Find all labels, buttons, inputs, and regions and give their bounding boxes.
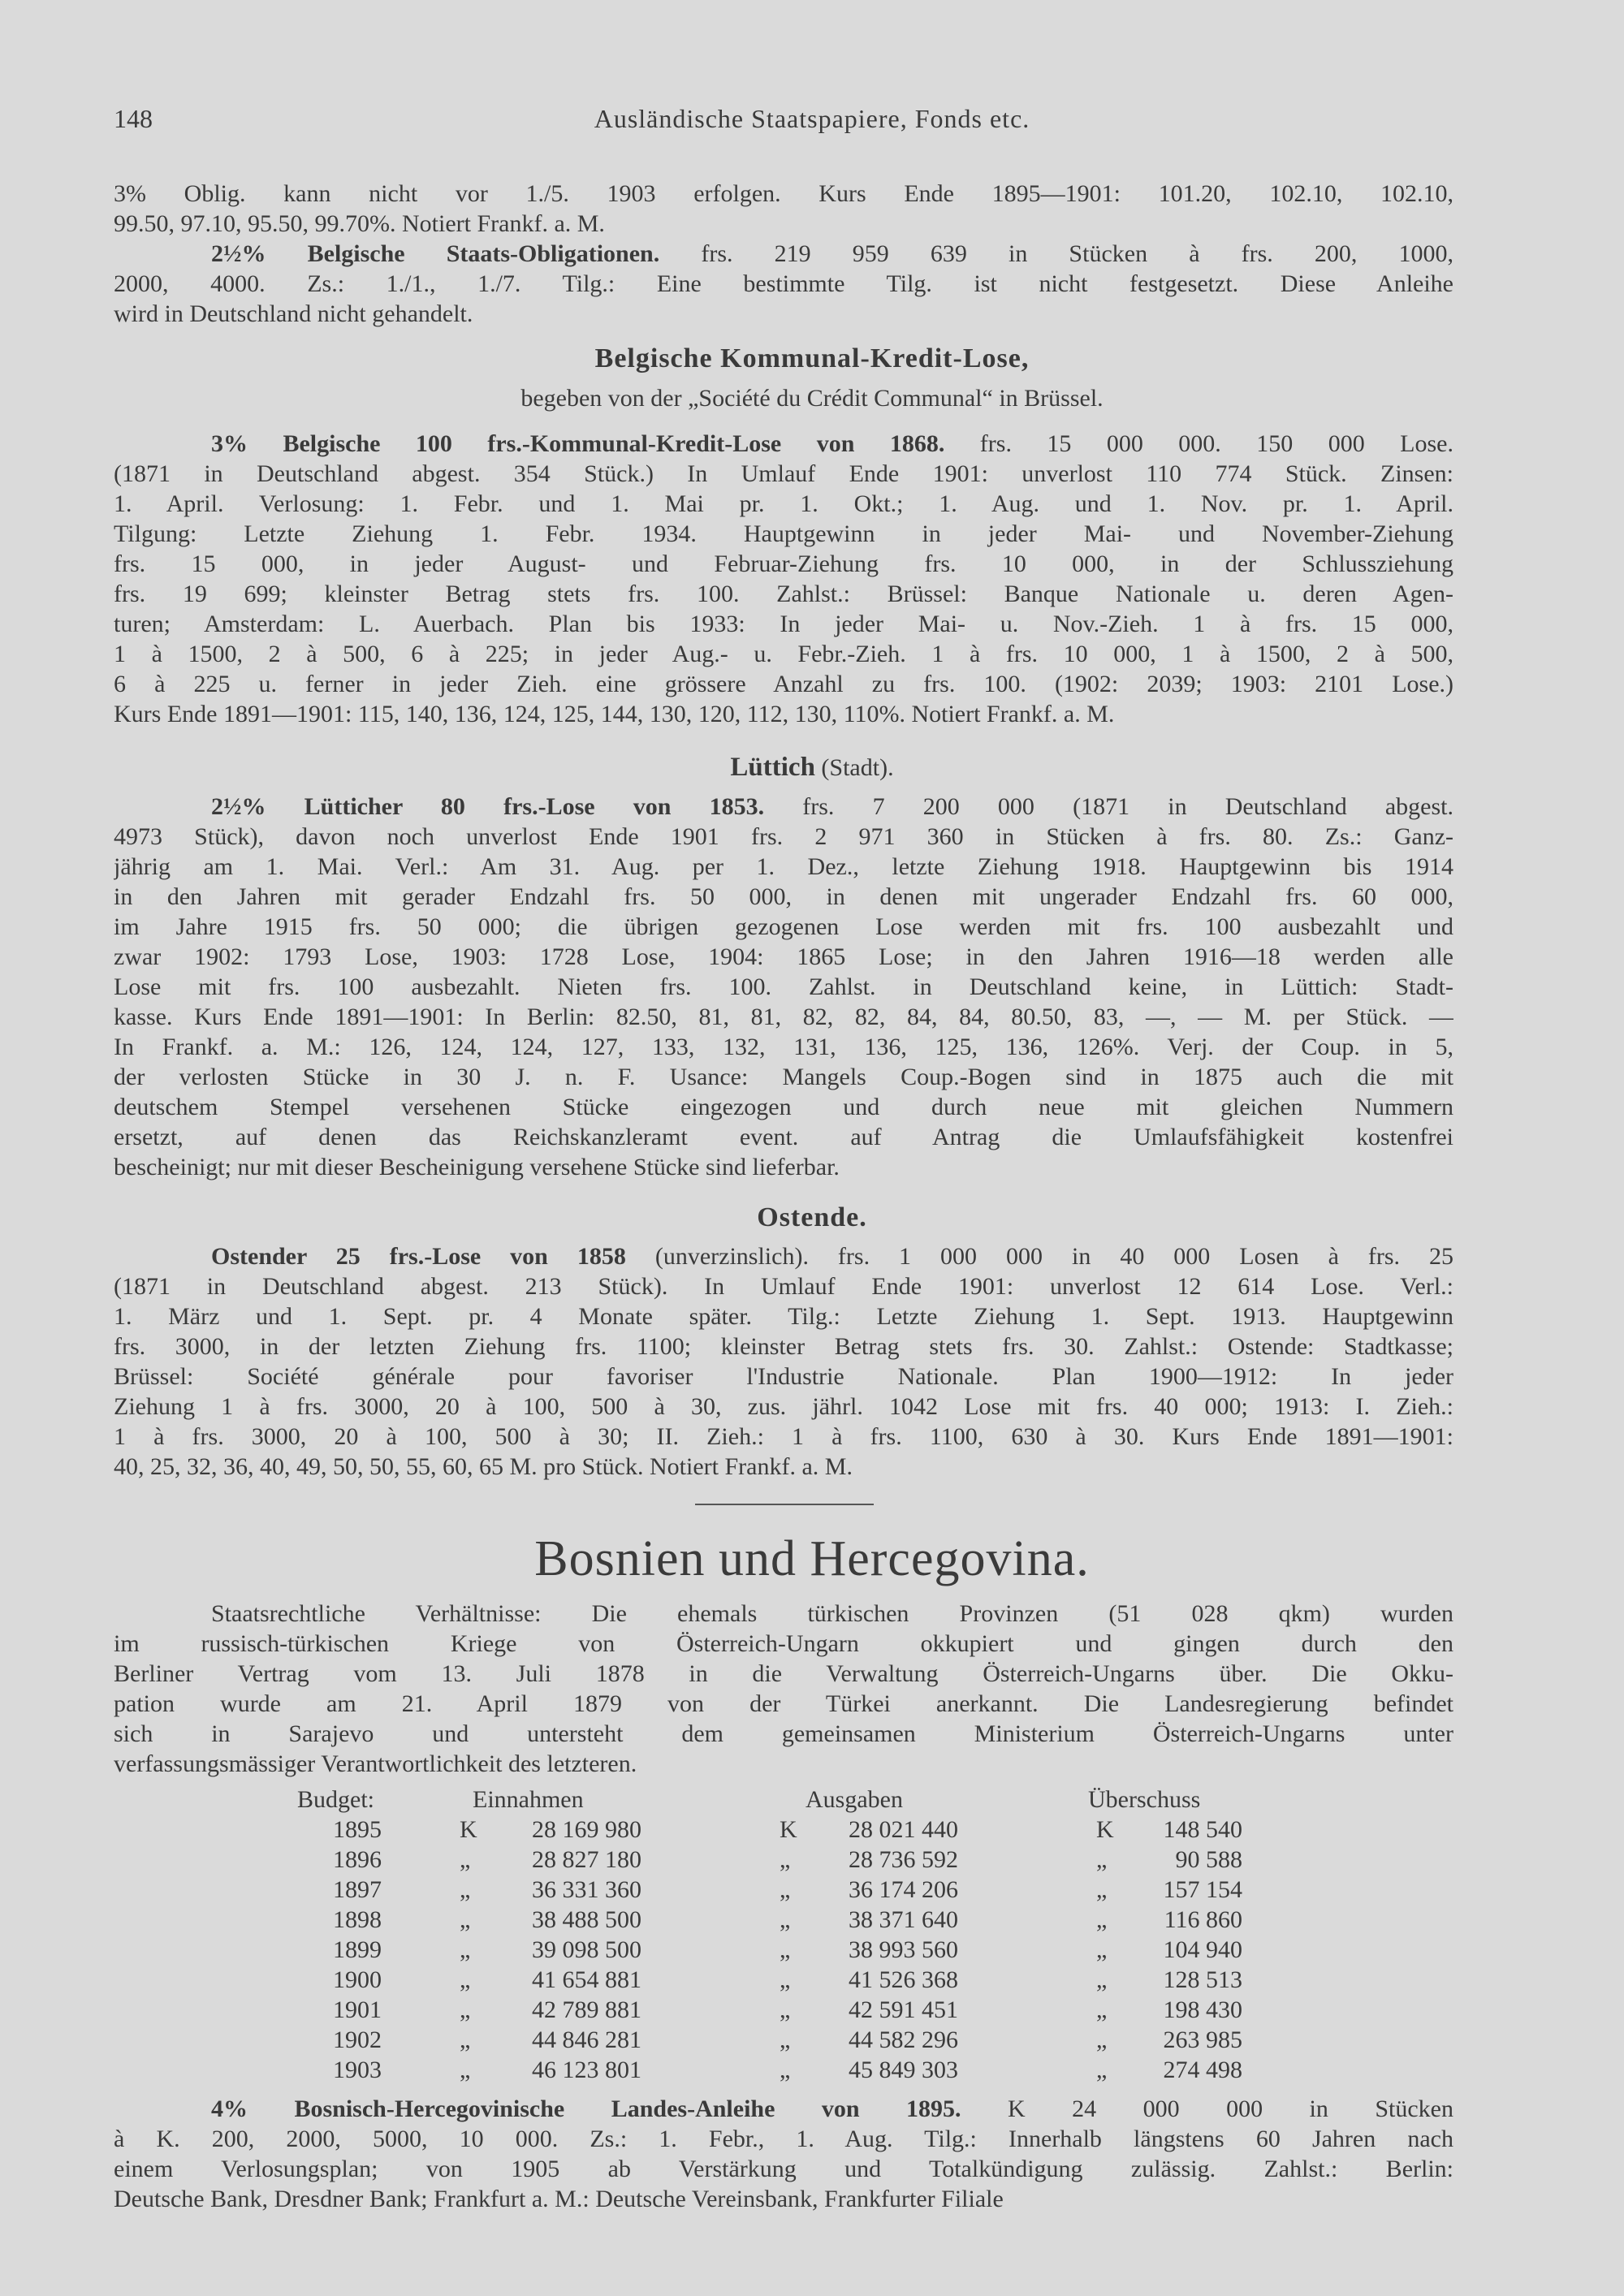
- text-line: [114, 1422, 1453, 1452]
- bold-lead: 3% Belgische 100 frs.-Kommunal-Kredit-Lose von 1868.: [211, 430, 945, 457]
- budget-year: 1903: [333, 2056, 382, 2083]
- line-text: frs. 15 000, in jeder August- und Februar-Ziehung frs. 10 000, in der Schlussziehung: [114, 550, 1453, 577]
- paragraph-kommunal-kredit-lose: [114, 429, 1453, 729]
- line-text: à K. 200, 2000, 5000, 10 000. Zs.: 1. Febr., 1. Aug. Tilg.: Innerhalb längstens 60 Jahren nach: [114, 2126, 1453, 2152]
- currency-mark: „: [780, 1846, 791, 1873]
- section-heading-luettich: [0, 751, 1624, 783]
- line-text: 3% Oblig. kann nicht vor 1./5. 1903 erfolgen. Kurs Ende 1895—1901: 101.20, 102.10, 102.10,: [114, 180, 1453, 207]
- section-title-bosnien: Bosnien und Hercegovina.: [534, 1531, 1090, 1586]
- line-text: frs. 19 699; kleinster Betrag stets frs. 100. Zahlst.: Brüssel: Banque Nationale u. deren Agen-: [114, 580, 1453, 607]
- paragraph-landes-anleihe: [114, 2094, 1453, 2214]
- text-line: [114, 269, 1453, 299]
- line-text: Tilgung: Letzte Ziehung 1. Febr. 1934. Hauptgewinn in jeder Mai- und November-Ziehung: [114, 520, 1453, 547]
- budget-income: 28 169 980: [532, 1816, 641, 1843]
- budget-row: [0, 1875, 1624, 1905]
- line-text: jährig am 1. Mai. Verl.: Am 31. Aug. per 1. Dez., letzte Ziehung 1918. Hauptgewinn bis 1914: [114, 853, 1453, 880]
- budget-income: 38 488 500: [532, 1906, 641, 1933]
- line-text: zwar 1902: 1793 Lose, 1903: 1728 Lose, 1904: 1865 Lose; in den Jahren 1916—18 werden alle: [114, 943, 1453, 970]
- text-line: [114, 2124, 1453, 2154]
- text-line: [114, 1689, 1453, 1719]
- text-line: [114, 1659, 1453, 1689]
- currency-mark: „: [1096, 1846, 1108, 1873]
- header-expenses: Ausgaben: [806, 1786, 903, 1813]
- text-line: [114, 792, 1453, 822]
- line-text: (1871 in Deutschland abgest. 354 Stück.) In Umlauf Ende 1901: unverlost 110 774 Stück. Zinsen:: [114, 460, 1453, 487]
- paragraph-obligation-continuation: [114, 179, 1453, 329]
- line-text: frs. 15 000 000. 150 000 Lose.: [979, 430, 1453, 457]
- text-line: [114, 1092, 1453, 1122]
- text-line: [114, 1452, 1453, 1482]
- budget-surplus: 198 430: [1163, 1996, 1242, 2023]
- budget-expenses: 28 021 440: [849, 1816, 958, 1843]
- paragraph-a: [114, 179, 1453, 239]
- text-line: [114, 972, 1453, 1002]
- budget-expenses: 28 736 592: [849, 1846, 958, 1873]
- budget-year: 1901: [333, 1996, 382, 2023]
- budget-income: 36 331 360: [532, 1876, 641, 1903]
- budget-row: [0, 1935, 1624, 1965]
- budget-year: 1902: [333, 2026, 382, 2053]
- paragraph-staatsrechtliche-verhaeltnisse: [114, 1599, 1453, 1779]
- line-text: 2000, 4000. Zs.: 1./1., 1./7. Tilg.: Eine bestimmte Tilg. ist nicht festgesetzt. Diese Anleihe: [114, 270, 1453, 297]
- text-line: [114, 942, 1453, 972]
- line-text: bescheinigt; nur mit dieser Bescheinigung versehene Stücke sind lieferbar.: [114, 1154, 840, 1180]
- header-budget: Budget:: [297, 1786, 374, 1813]
- line-text: wird in Deutschland nicht gehandelt.: [114, 300, 473, 327]
- text-line: [114, 1002, 1453, 1032]
- text-line: [114, 209, 1453, 239]
- header-income: Einnahmen: [473, 1786, 584, 1813]
- line-text: In Frankf. a. M.: 126, 124, 124, 127, 133, 132, 131, 136, 125, 136, 126%. Verj. der Coup. in 5,: [114, 1034, 1453, 1060]
- budget-row: [0, 1965, 1624, 1995]
- currency-mark: „: [1096, 1936, 1108, 1963]
- currency-mark: „: [780, 1936, 791, 1963]
- budget-row: [0, 1995, 1624, 2025]
- text-line: [114, 852, 1453, 882]
- line-text: turen; Amsterdam: L. Auerbach. Plan bis 1933: In jeder Mai- u. Nov.-Zieh. 1 à frs. 15 000,: [114, 611, 1453, 637]
- line-text: (1871 in Deutschland abgest. 213 Stück). In Umlauf Ende 1901: unverlost 12 614 Lose. Verl.:: [114, 1273, 1453, 1300]
- bold-lead: 4% Bosnisch-Hercegovinische Landes-Anleihe von 1895.: [211, 2095, 961, 2122]
- text-line: [114, 1241, 1453, 1271]
- currency-mark: „: [460, 2026, 471, 2053]
- text-line: [114, 1629, 1453, 1659]
- text-line: [114, 239, 1453, 269]
- budget-income: 39 098 500: [532, 1936, 641, 1963]
- text-line: [114, 669, 1453, 699]
- text-line: [114, 1719, 1453, 1749]
- paragraph-belgische-staats-obligationen: [114, 239, 1453, 329]
- line-text: 1. März und 1. Sept. pr. 4 Monate später. Tilg.: Letzte Ziehung 1. Sept. 1913. Hauptgewinn: [114, 1303, 1453, 1330]
- budget-income: 46 123 801: [532, 2056, 641, 2083]
- text-line: [114, 2154, 1453, 2184]
- line-text: frs. 219 959 639 in Stücken à frs. 200, 1000,: [701, 240, 1453, 267]
- line-text: Deutsche Bank, Dresdner Bank; Frankfurt a. M.: Deutsche Vereinsbank, Frankfurter Filiale: [114, 2186, 1004, 2212]
- currency-mark: „: [1096, 2026, 1108, 2053]
- text-line: [114, 912, 1453, 942]
- running-title: Ausländische Staatspapiere, Fonds etc.: [594, 104, 1030, 133]
- header-surplus: Überschuss: [1088, 1786, 1201, 1813]
- budget-surplus: 263 985: [1163, 2026, 1242, 2053]
- currency-mark: „: [1096, 1966, 1108, 1993]
- budget-surplus: 104 940: [1163, 1936, 1242, 1963]
- budget-surplus: 274 498: [1163, 2056, 1242, 2083]
- budget-year: 1896: [333, 1846, 382, 1873]
- currency-mark: „: [460, 2056, 471, 2083]
- line-text: pation wurde am 21. April 1879 von der Türkei anerkannt. Die Landesregierung befindet: [114, 1690, 1453, 1717]
- section-subtitle-kommunal: begeben von der „Société du Crédit Communal“ in Brüssel.: [520, 385, 1104, 412]
- luettich-heading-bold: Lüttich: [730, 753, 815, 782]
- budget-expenses: 36 174 206: [849, 1876, 958, 1903]
- currency-mark: „: [460, 1906, 471, 1933]
- budget-row: [0, 1815, 1624, 1845]
- currency-mark: „: [1096, 1876, 1108, 1903]
- line-text: 6 à 225 u. ferner in jeder Zieh. eine grössere Anzahl zu frs. 100. (1902: 2039; 1903: 2101 Lose.): [114, 671, 1453, 697]
- budget-expenses: 44 582 296: [849, 2026, 958, 2053]
- budget-income: 44 846 281: [532, 2026, 641, 2053]
- page-number: 148: [114, 104, 153, 133]
- bold-lead: Ostender 25 frs.-Lose von 1858: [211, 1243, 626, 1270]
- budget-surplus: 157 154: [1163, 1876, 1242, 1903]
- text-line: [114, 299, 1453, 329]
- text-line: [114, 1122, 1453, 1152]
- line-text: sich in Sarajevo und untersteht dem gemeinsamen Ministerium Österreich-Ungarns unter: [114, 1720, 1453, 1747]
- bold-lead: 2½% Belgische Staats-Obligationen.: [211, 240, 660, 267]
- budget-surplus: 90 588: [1175, 1846, 1242, 1873]
- line-text: K 24 000 000 in Stücken: [1008, 2095, 1453, 2122]
- text-line: [114, 519, 1453, 549]
- budget-income: 28 827 180: [532, 1846, 641, 1873]
- currency-mark: „: [460, 1966, 471, 1993]
- luettich-heading-suffix: (Stadt).: [814, 754, 894, 781]
- text-line: [114, 1152, 1453, 1182]
- text-line: [114, 1331, 1453, 1362]
- currency-mark: „: [780, 1876, 791, 1903]
- text-line: [114, 1362, 1453, 1392]
- budget-table-header: [0, 1785, 1624, 1815]
- line-text: Ziehung 1 à frs. 3000, 20 à 100, 500 à 30, zus. jährl. 1042 Lose mit frs. 40 000; 1913: I. Zieh.:: [114, 1393, 1453, 1420]
- budget-income: 41 654 881: [532, 1966, 641, 1993]
- currency-mark: K: [460, 1816, 477, 1843]
- budget-expenses: 42 591 451: [849, 1996, 958, 2023]
- budget-table: [0, 1785, 1624, 2085]
- text-line: [114, 1599, 1453, 1629]
- text-line: [114, 882, 1453, 912]
- budget-expenses: 38 371 640: [849, 1906, 958, 1933]
- currency-mark: „: [460, 1846, 471, 1873]
- bold-lead: 2½% Lütticher 80 frs.-Lose von 1853.: [211, 793, 765, 820]
- line-text: ersetzt, auf denen das Reichskanzleramt event. auf Antrag die Umlaufsfähigkeit kostenfrei: [114, 1124, 1453, 1150]
- text-line: [114, 549, 1453, 579]
- budget-surplus: 116 860: [1164, 1906, 1242, 1933]
- text-line: [114, 822, 1453, 852]
- paragraph-ostender-lose: [114, 1241, 1453, 1482]
- currency-mark: K: [1096, 1816, 1114, 1843]
- text-line: [114, 429, 1453, 459]
- currency-mark: „: [780, 2026, 791, 2053]
- text-line: [114, 459, 1453, 489]
- line-text: Brüssel: Société générale pour favoriser l'Industrie Nationale. Plan 1900—1912: In jeder: [114, 1363, 1453, 1390]
- currency-mark: „: [780, 1966, 791, 1993]
- currency-mark: „: [460, 1996, 471, 2023]
- line-text: 40, 25, 32, 36, 40, 49, 50, 50, 55, 60, 65 M. pro Stück. Notiert Frankf. a. M.: [114, 1453, 853, 1480]
- text-line: [114, 579, 1453, 609]
- budget-row: [0, 2055, 1624, 2085]
- text-line: [114, 1301, 1453, 1331]
- budget-expenses: 41 526 368: [849, 1966, 958, 1993]
- line-text: frs. 7 200 000 (1871 in Deutschland abgest.: [802, 793, 1453, 820]
- line-text: 1 à 1500, 2 à 500, 6 à 225; in jeder Aug.- u. Febr.-Zieh. 1 à frs. 10 000, 1 à 1500, 2 à 500,: [114, 641, 1453, 667]
- budget-year: 1900: [333, 1966, 382, 1993]
- line-text: kasse. Kurs Ende 1891—1901: In Berlin: 82.50, 81, 81, 82, 82, 84, 84, 80.50, 83, —, — M. per Stück. —: [114, 1003, 1453, 1030]
- text-line: [114, 2094, 1453, 2124]
- line-text: 1 à frs. 3000, 20 à 100, 500 à 30; II. Zieh.: 1 à frs. 1100, 630 à 30. Kurs Ende 1891—1901:: [114, 1423, 1453, 1450]
- text-line: [114, 179, 1453, 209]
- budget-row: [0, 1905, 1624, 1935]
- line-text: der verlosten Stücke in 30 J. n. F. Usance: Mangels Coup.-Bogen sind in 1875 auch die mit: [114, 1064, 1453, 1090]
- budget-row: [0, 1845, 1624, 1875]
- line-text: deutschem Stempel versehenen Stücke eingezogen und durch neue mit gleichen Nummern: [114, 1094, 1453, 1120]
- currency-mark: „: [460, 1936, 471, 1963]
- budget-year: 1897: [333, 1876, 382, 1903]
- text-line: [114, 1271, 1453, 1301]
- line-text: in den Jahren mit gerader Endzahl frs. 50 000, in denen mit ungerader Endzahl frs. 60 000,: [114, 883, 1453, 910]
- currency-mark: K: [780, 1816, 797, 1843]
- line-text: 99.50, 97.10, 95.50, 99.70%. Notiert Frankf. a. M.: [114, 210, 605, 237]
- budget-row: [0, 2025, 1624, 2055]
- text-line: [114, 609, 1453, 639]
- text-line: [114, 699, 1453, 729]
- text-line: [114, 1392, 1453, 1422]
- line-text: (unverzinslich). frs. 1 000 000 in 40 000 Losen à frs. 25: [654, 1243, 1453, 1270]
- budget-income: 42 789 881: [532, 1996, 641, 2023]
- line-text: Kurs Ende 1891—1901: 115, 140, 136, 124, 125, 144, 130, 120, 112, 130, 110%. Notiert Frankf. a. M.: [114, 701, 1115, 727]
- section-divider: [695, 1504, 874, 1505]
- text-line: [114, 1062, 1453, 1092]
- budget-year: 1898: [333, 1906, 382, 1933]
- currency-mark: „: [780, 1906, 791, 1933]
- text-line: [114, 1749, 1453, 1779]
- section-heading-ostende: Ostende.: [757, 1202, 867, 1232]
- budget-expenses: 38 993 560: [849, 1936, 958, 1963]
- line-text: im russisch-türkischen Kriege von Österreich-Ungarn okkupiert und gingen durch den: [114, 1630, 1453, 1657]
- line-text: Berliner Vertrag vom 13. Juli 1878 in die Verwaltung Österreich-Ungarns über. Die Okku-: [114, 1660, 1453, 1687]
- currency-mark: „: [1096, 1906, 1108, 1933]
- line-text: Staatsrechtliche Verhältnisse: Die ehemals türkischen Provinzen (51 028 qkm) wurden: [211, 1600, 1453, 1627]
- text-line: [114, 639, 1453, 669]
- currency-mark: „: [1096, 2056, 1108, 2083]
- text-line: [114, 2184, 1453, 2214]
- line-text: Lose mit frs. 100 ausbezahlt. Nieten frs. 100. Zahlst. in Deutschland keine, in Lüttich: Stadt-: [114, 973, 1453, 1000]
- budget-year: 1895: [333, 1816, 382, 1843]
- paragraph-luetticher-lose: [114, 792, 1453, 1182]
- text-line: [114, 489, 1453, 519]
- section-heading-kommunal-kredit-lose: Belgische Kommunal-Kredit-Lose,: [594, 343, 1030, 373]
- budget-surplus: 148 540: [1163, 1816, 1242, 1843]
- currency-mark: „: [460, 1876, 471, 1903]
- budget-year: 1899: [333, 1936, 382, 1963]
- line-text: einem Verlosungsplan; von 1905 ab Verstärkung und Totalkündigung zulässig. Zahlst.: Berlin:: [114, 2156, 1453, 2182]
- budget-expenses: 45 849 303: [849, 2056, 958, 2083]
- text-line: [114, 1032, 1453, 1062]
- line-text: im Jahre 1915 frs. 50 000; die übrigen gezogenen Lose werden mit frs. 100 ausbezahlt und: [114, 913, 1453, 940]
- currency-mark: „: [780, 2056, 791, 2083]
- currency-mark: „: [1096, 1996, 1108, 2023]
- line-text: 1. April. Verlosung: 1. Febr. und 1. Mai pr. 1. Okt.; 1. Aug. und 1. Nov. pr. 1. April.: [114, 490, 1453, 517]
- currency-mark: „: [780, 1996, 791, 2023]
- budget-surplus: 128 513: [1163, 1966, 1242, 1993]
- line-text: 4973 Stück), davon noch unverlost Ende 1901 frs. 2 971 360 in Stücken à frs. 80. Zs.: Ganz-: [114, 823, 1453, 850]
- line-text: verfassungsmässiger Verantwortlichkeit des letzteren.: [114, 1750, 637, 1777]
- line-text: frs. 3000, in der letzten Ziehung frs. 1100; kleinster Betrag stets frs. 30. Zahlst.: Ostende: Stadtkasse;: [114, 1333, 1453, 1360]
